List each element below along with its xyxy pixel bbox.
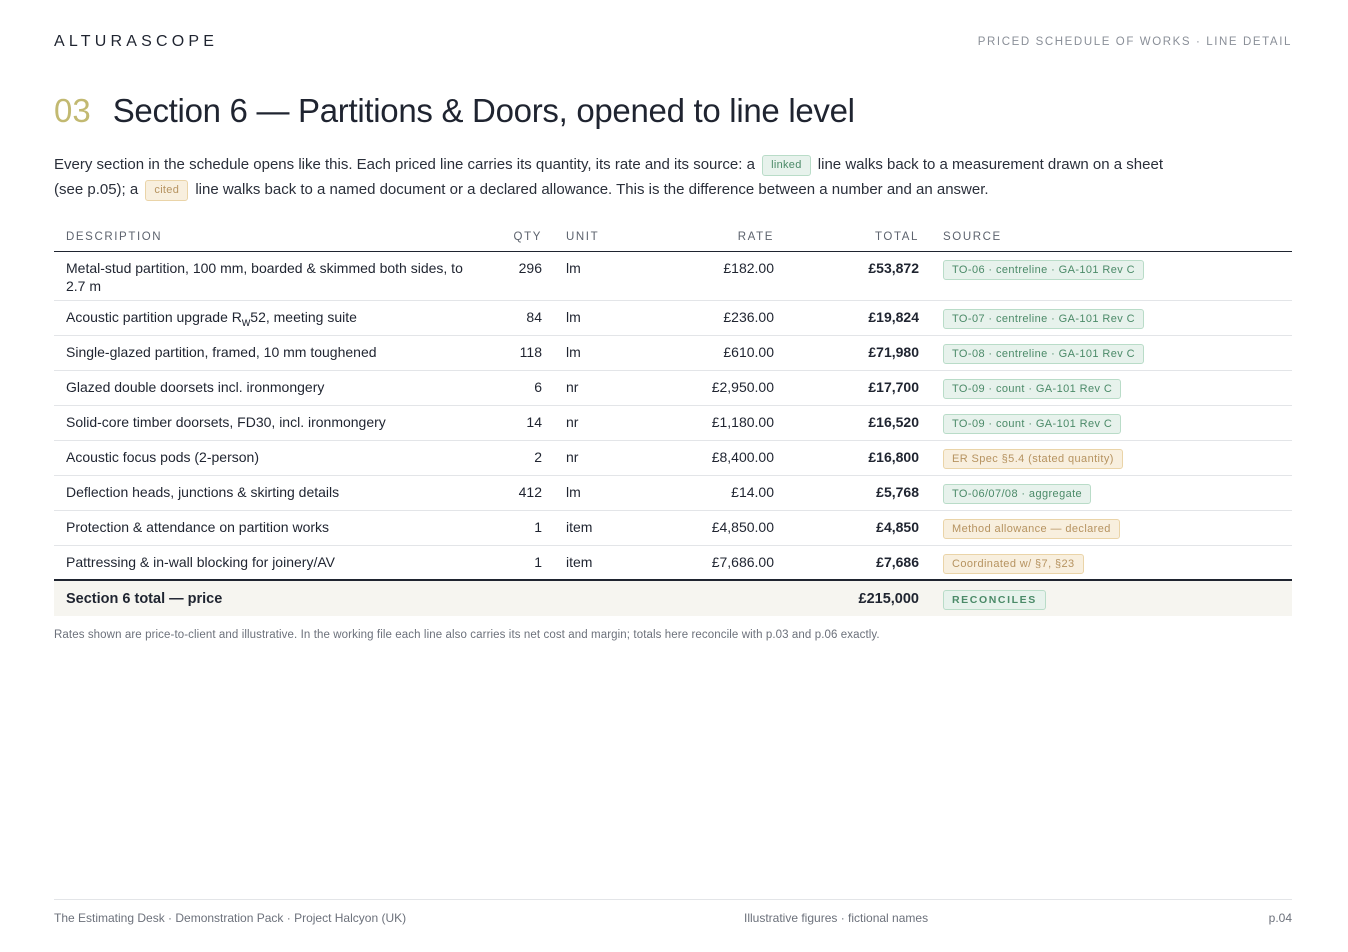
row-total: £5,768	[786, 475, 931, 510]
row-source	[931, 300, 1292, 335]
row-unit: item	[554, 510, 638, 545]
table-row	[54, 475, 1292, 510]
row-unit: nr	[554, 370, 638, 405]
row-total: £71,980	[786, 335, 931, 370]
schedule-table	[54, 223, 1292, 616]
col-unit-header: UNIT	[554, 223, 638, 251]
row-unit: item	[554, 545, 638, 580]
col-rate-header: RATE	[638, 223, 786, 251]
row-rate: £14.00	[638, 475, 786, 510]
row-description: Protection & attendance on partition works	[54, 510, 492, 545]
row-qty: 14	[492, 405, 554, 440]
row-total: £4,850	[786, 510, 931, 545]
intro-text-1: Every section in the schedule opens like this. Each priced line carries its quantity, its rate and its source: a	[54, 156, 755, 173]
row-unit: lm	[554, 335, 638, 370]
document-kind: PRICED SCHEDULE OF WORKS · LINE DETAIL	[977, 36, 1292, 48]
row-total: £7,686	[786, 545, 931, 580]
source-tag: TO-09 · count · GA-101 Rev C	[943, 414, 1121, 434]
col-total-header: TOTAL	[786, 223, 931, 251]
col-description-header: DESCRIPTION	[54, 223, 492, 251]
footer-middle: Illustrative figures · fictional names	[744, 911, 929, 925]
table-row	[54, 440, 1292, 475]
row-qty: 296	[492, 251, 554, 300]
empty-cell	[638, 580, 786, 616]
row-qty: 1	[492, 545, 554, 580]
row-source	[931, 335, 1292, 370]
table-row	[54, 405, 1292, 440]
footnote: Rates shown are price-to-client and illustrative. In the working file each line also carries its net cost and margin; totals here reconcile with p.03 and p.06 exactly.	[54, 629, 880, 641]
page-title	[54, 92, 855, 130]
row-rate: £236.00	[638, 300, 786, 335]
row-source	[931, 405, 1292, 440]
row-rate: £1,180.00	[638, 405, 786, 440]
section-number: 03	[54, 92, 91, 129]
row-total: £16,520	[786, 405, 931, 440]
table-row	[54, 335, 1292, 370]
row-qty: 412	[492, 475, 554, 510]
brand-logo: ALTURASCOPE	[54, 33, 219, 50]
section-total-status-cell	[931, 580, 1292, 616]
source-tag: TO-08 · centreline · GA-101 Rev C	[943, 344, 1144, 364]
section-total-row	[54, 580, 1292, 616]
reconciles-badge: RECONCILES	[943, 590, 1046, 610]
section-total-value: £215,000	[786, 580, 931, 616]
linked-chip: linked	[762, 155, 811, 176]
table-row	[54, 510, 1292, 545]
row-rate: £2,950.00	[638, 370, 786, 405]
source-tag: TO-09 · count · GA-101 Rev C	[943, 379, 1121, 399]
table-row	[54, 545, 1292, 580]
intro-text-2: line walks back to a measurement drawn on a sheet (see p.05); a	[54, 156, 1163, 198]
section-total-label: Section 6 total — price	[54, 580, 492, 616]
source-tag: ER Spec §5.4 (stated quantity)	[943, 449, 1123, 469]
row-source	[931, 510, 1292, 545]
row-total: £16,800	[786, 440, 931, 475]
row-qty: 84	[492, 300, 554, 335]
source-tag: TO-06/07/08 · aggregate	[943, 484, 1091, 504]
row-description: Solid-core timber doorsets, FD30, incl. ironmongery	[54, 405, 492, 440]
row-description: Single-glazed partition, framed, 10 mm toughened	[54, 335, 492, 370]
row-unit: lm	[554, 475, 638, 510]
description-subscript: w	[241, 315, 251, 329]
row-description: Deflection heads, junctions & skirting details	[54, 475, 492, 510]
row-description: Glazed double doorsets incl. ironmongery	[54, 370, 492, 405]
intro-text-3: line walks back to a named document or a declared allowance. This is the difference between a number and an answer.	[195, 181, 989, 198]
empty-cell	[554, 580, 638, 616]
table-header-row	[54, 223, 1292, 251]
row-qty: 2	[492, 440, 554, 475]
row-source	[931, 475, 1292, 510]
row-source	[931, 251, 1292, 300]
description-main: Acoustic partition upgrade R	[66, 308, 242, 325]
source-tag: Method allowance — declared	[943, 519, 1120, 539]
row-qty: 1	[492, 510, 554, 545]
row-rate: £182.00	[638, 251, 786, 300]
empty-cell	[492, 580, 554, 616]
footer-left: The Estimating Desk · Demonstration Pack · Project Halcyon (UK)	[54, 911, 407, 925]
row-description: Pattressing & in-wall blocking for joinery/AV	[54, 545, 492, 580]
row-unit: lm	[554, 251, 638, 300]
col-qty-header: QTY	[492, 223, 554, 251]
source-tag: TO-07 · centreline · GA-101 Rev C	[943, 309, 1144, 329]
row-source	[931, 545, 1292, 580]
row-source	[931, 370, 1292, 405]
row-rate: £4,850.00	[638, 510, 786, 545]
row-total: £17,700	[786, 370, 931, 405]
footer-divider	[54, 899, 1292, 900]
row-qty: 6	[492, 370, 554, 405]
section-title: Section 6 — Partitions & Doors, opened to line level	[112, 92, 855, 129]
col-source-header: SOURCE	[931, 223, 1292, 251]
row-total: £19,824	[786, 300, 931, 335]
cited-chip: cited	[145, 180, 188, 201]
row-source	[931, 440, 1292, 475]
row-rate: £7,686.00	[638, 545, 786, 580]
row-description	[54, 300, 492, 335]
row-unit: nr	[554, 405, 638, 440]
row-unit: lm	[554, 300, 638, 335]
row-unit: nr	[554, 440, 638, 475]
row-total: £53,872	[786, 251, 931, 300]
intro-paragraph	[54, 152, 1164, 202]
row-rate: £610.00	[638, 335, 786, 370]
source-tag: Coordinated w/ §7, §23	[943, 554, 1084, 574]
row-description: Acoustic focus pods (2-person)	[54, 440, 492, 475]
table-row	[54, 370, 1292, 405]
description-rest: 52, meeting suite	[250, 308, 357, 325]
table-row	[54, 300, 1292, 335]
table-row	[54, 251, 1292, 300]
row-qty: 118	[492, 335, 554, 370]
row-rate: £8,400.00	[638, 440, 786, 475]
row-description: Metal-stud partition, 100 mm, boarded & skimmed both sides, to 2.7 m	[54, 251, 492, 300]
source-tag: TO-06 · centreline · GA-101 Rev C	[943, 260, 1144, 280]
page-number: p.04	[1268, 911, 1292, 925]
